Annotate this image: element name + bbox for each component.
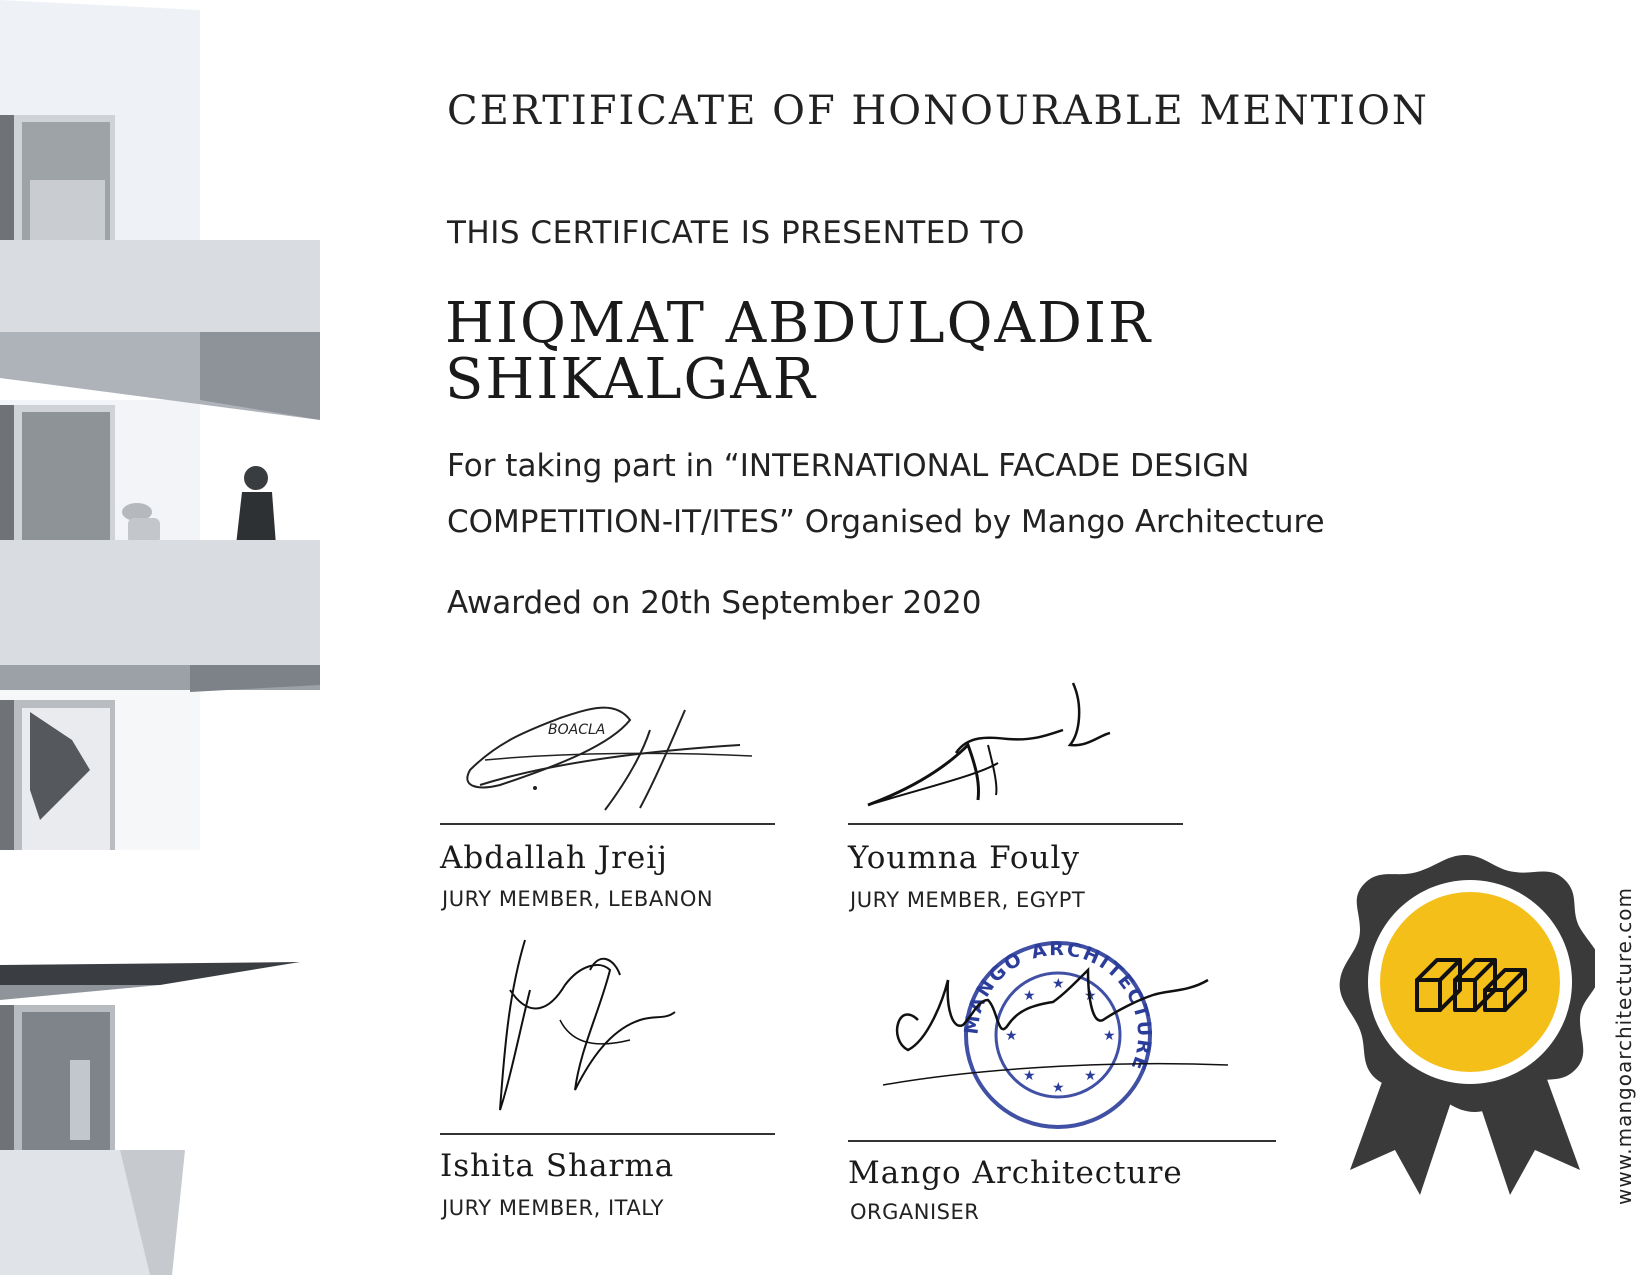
recipient-name-line-2: SHIKALGAR xyxy=(445,347,817,412)
signatory-role: ORGANISER xyxy=(850,1200,980,1224)
award-badge xyxy=(1335,850,1595,1200)
building-illustration xyxy=(0,0,340,1275)
website-url: www.mangoarchitecture.com xyxy=(1612,886,1636,1205)
certificate-title: CERTIFICATE OF HONOURABLE MENTION xyxy=(447,88,1429,134)
recipient-name-line-1: HIQMAT ABDULQADIR xyxy=(445,291,1153,356)
svg-text:BOACLA: BOACLA xyxy=(548,722,606,738)
signatory-role: JURY MEMBER, EGYPT xyxy=(850,888,1086,912)
svg-text:★: ★ xyxy=(1023,988,1036,1004)
organiser-stamp xyxy=(848,940,1288,1140)
description-line-1: For taking part in “INTERNATIONAL FACADE DESIGN xyxy=(447,448,1250,484)
award-date: Awarded on 20th September 2020 xyxy=(447,585,982,621)
recipient-name xyxy=(445,291,1153,412)
signature-line xyxy=(848,823,1183,825)
presented-to-label: THIS CERTIFICATE IS PRESENTED TO xyxy=(447,215,1025,251)
signatory-role: JURY MEMBER, ITALY xyxy=(442,1196,664,1220)
signature-mark xyxy=(440,690,780,820)
stamp-text: MANGO ARCHITECTURE xyxy=(960,940,1156,1076)
signature-line xyxy=(848,1140,1276,1142)
svg-text:★: ★ xyxy=(1084,988,1097,1004)
signatory-name: Youmna Fouly xyxy=(848,840,1080,876)
signatory-jury-egypt xyxy=(848,675,1188,915)
signature-mark xyxy=(848,675,1188,825)
svg-text:★: ★ xyxy=(1052,976,1065,992)
signatory-organiser xyxy=(848,940,1288,1230)
signatory-role: JURY MEMBER, LEBANON xyxy=(442,887,714,911)
svg-text:★: ★ xyxy=(1084,1068,1097,1084)
signatory-name: Abdallah Jreij xyxy=(440,840,668,876)
svg-text:★: ★ xyxy=(1052,1080,1065,1096)
svg-text:★: ★ xyxy=(1023,1068,1036,1084)
signatory-name: Ishita Sharma xyxy=(440,1148,675,1184)
signature-line xyxy=(440,1133,775,1135)
svg-text:★: ★ xyxy=(1103,1028,1116,1044)
signatory-jury-italy xyxy=(440,930,780,1220)
signature-mark xyxy=(440,930,780,1130)
stamp-seal xyxy=(960,940,1155,1127)
signatory-name: Mango Architecture xyxy=(848,1155,1183,1191)
signature-line xyxy=(440,823,775,825)
svg-text:★: ★ xyxy=(1005,1028,1018,1044)
certificate-description xyxy=(447,438,1527,550)
description-line-2: COMPETITION-IT/ITES” Organised by Mango Architecture xyxy=(447,504,1325,540)
signatory-jury-lebanon xyxy=(440,690,780,910)
